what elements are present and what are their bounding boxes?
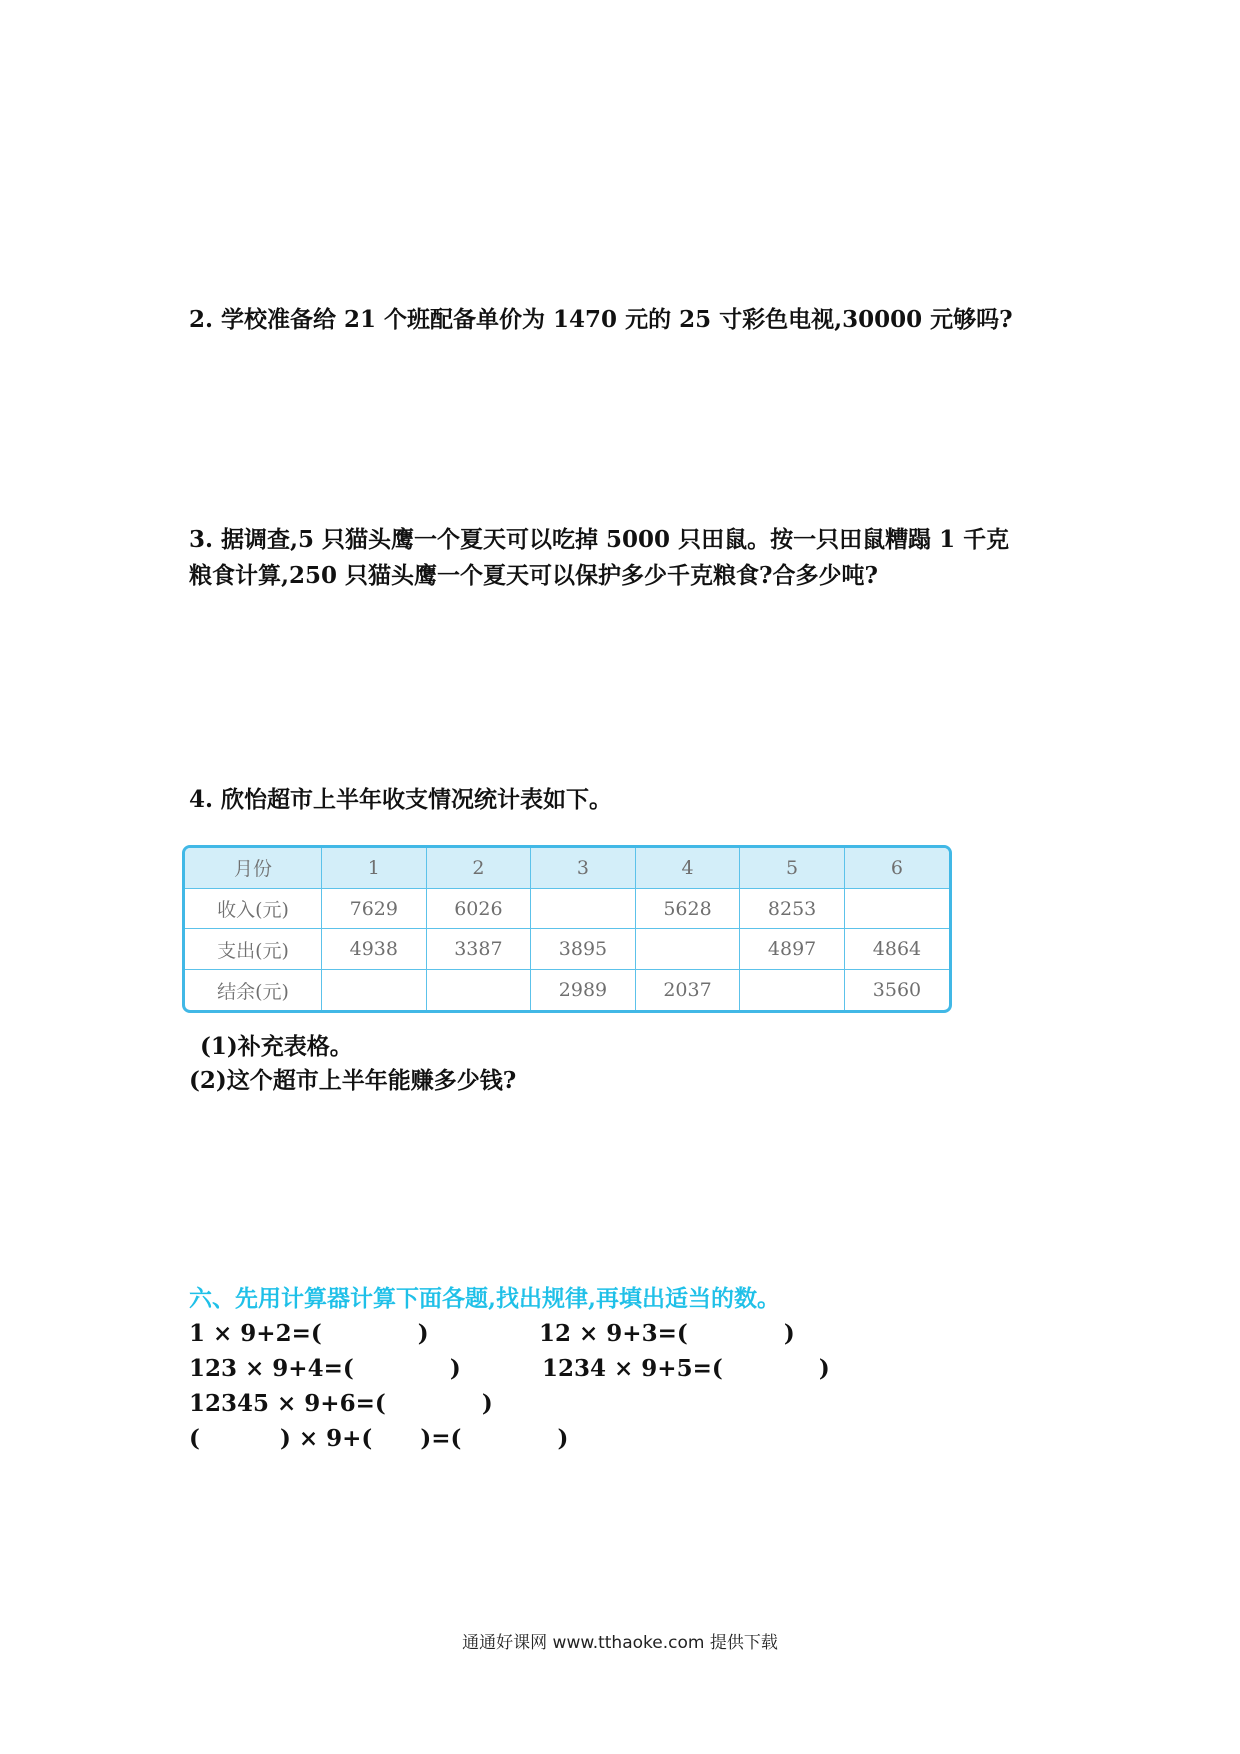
table-header-cell: 6: [844, 848, 949, 888]
table-cell: 6026: [426, 888, 531, 929]
table-header-cell: 4: [635, 848, 740, 888]
sub-question-1: (1)补充表格。: [200, 1033, 353, 1060]
question-4: 4. 欣怡超市上半年收支情况统计表如下。: [189, 786, 613, 813]
statistics-table: [182, 845, 952, 1013]
table-cell: [635, 929, 740, 970]
table-cell: [322, 970, 427, 1010]
table-cell: [740, 970, 845, 1010]
question-3-line1: 3. 据调查,5 只猫头鹰一个夏天可以吃掉 5000 只田鼠。按一只田鼠糟蹋 1 千克: [189, 526, 1010, 553]
equation-6: ( ) × 9+( )=( ): [189, 1425, 569, 1452]
table-cell: 5628: [635, 888, 740, 929]
table-cell: 4897: [740, 929, 845, 970]
equation-1: 1 × 9+2=( ): [189, 1320, 429, 1347]
sub-question-2: (2)这个超市上半年能赚多少钱?: [189, 1067, 517, 1094]
equation-4: 1234 × 9+5=( ): [542, 1355, 830, 1382]
table-row-expense: [185, 929, 949, 970]
table-cell: 4938: [322, 929, 427, 970]
table-cell: 2989: [531, 970, 636, 1010]
table-cell: [531, 888, 636, 929]
table-cell: 2037: [635, 970, 740, 1010]
table-header-cell: 5: [740, 848, 845, 888]
question-2: 2. 学校准备给 21 个班配备单价为 1470 元的 25 寸彩色电视,30000 元够吗?: [189, 306, 1013, 333]
table-header-row: [185, 848, 949, 888]
question-3-line2: 粮食计算,250 只猫头鹰一个夏天可以保护多少千克粮食?合多少吨?: [189, 562, 878, 589]
table-cell: [844, 888, 949, 929]
table-cell: 7629: [322, 888, 427, 929]
table-cell: 8253: [740, 888, 845, 929]
table-header-cell: 2: [426, 848, 531, 888]
table-header-cell: 1: [322, 848, 427, 888]
equation-2: 12 × 9+3=( ): [539, 1320, 795, 1347]
table-cell: 收入(元): [185, 888, 322, 929]
table-row-income: [185, 888, 949, 929]
equation-5: 12345 × 9+6=( ): [189, 1390, 493, 1417]
table-cell: 3895: [531, 929, 636, 970]
section-6-title: 六、先用计算器计算下面各题,找出规律,再填出适当的数。: [189, 1285, 781, 1312]
question-3: [189, 522, 1009, 594]
equation-3: 123 × 9+4=( ): [189, 1355, 461, 1382]
table-cell: 3560: [844, 970, 949, 1010]
table-header-cell: 3: [531, 848, 636, 888]
income-expense-table: [185, 848, 949, 1010]
table-cell: 支出(元): [185, 929, 322, 970]
table-cell: 3387: [426, 929, 531, 970]
table-cell: 4864: [844, 929, 949, 970]
table-cell: 结余(元): [185, 970, 322, 1010]
table-cell: [426, 970, 531, 1010]
table-header-cell: 月份: [185, 848, 322, 888]
footer-source: 通通好课网 www.tthaoke.com 提供下载: [462, 1633, 778, 1653]
table-row-balance: [185, 970, 949, 1010]
